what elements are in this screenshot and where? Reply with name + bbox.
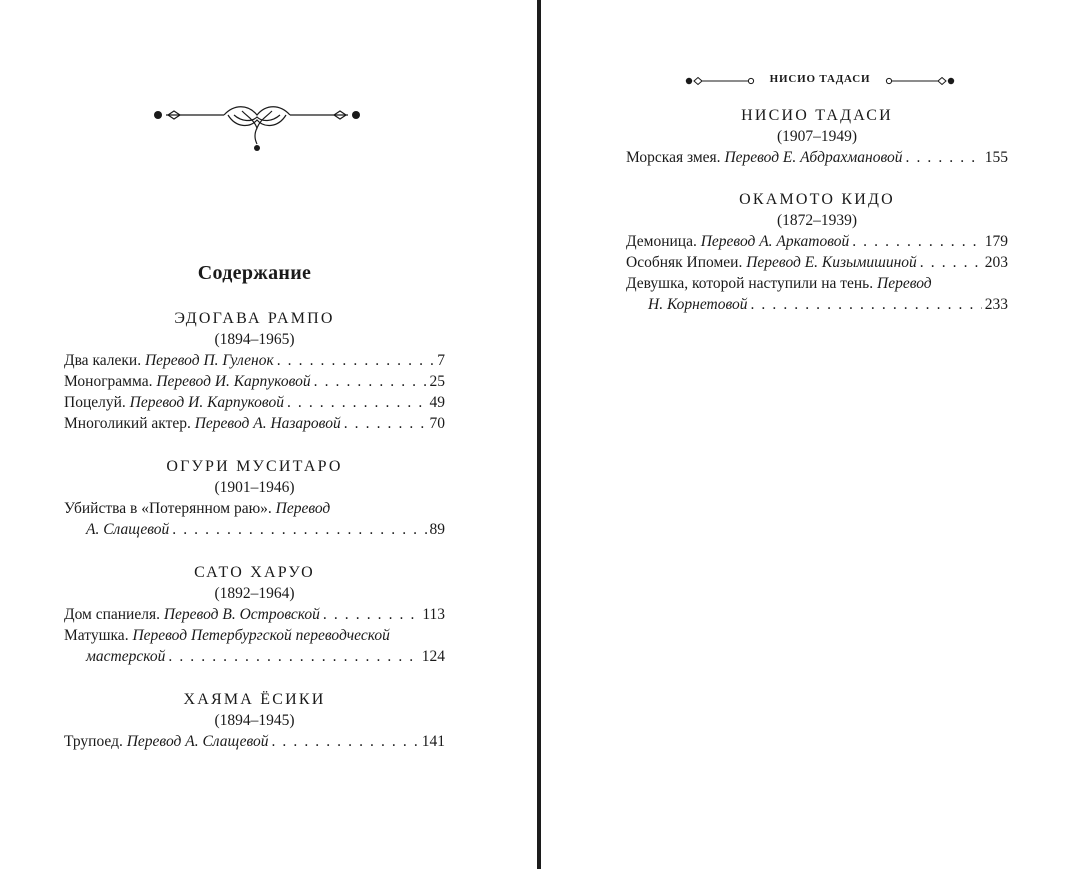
author-name: НИСИО ТАДАСИ	[741, 107, 893, 124]
toc-entry[interactable]	[64, 413, 445, 434]
entry-title: Особняк Ипомеи. Перевод Е. Кизымишиной	[626, 254, 917, 271]
entry-translator: Перевод Е. Кизымишиной	[746, 254, 917, 271]
entry-page-number: 89	[429, 521, 445, 538]
dot-leader	[920, 252, 982, 273]
entry-translator: Перевод Е. Абдрахмановой	[724, 149, 903, 166]
dot-leader	[172, 519, 426, 540]
flourish-ornament-icon	[150, 100, 364, 158]
entry-translator: Перевод И. Карпуковой	[129, 394, 284, 411]
rule-ornament-icon	[884, 74, 956, 88]
entry-page-number: 124	[421, 648, 445, 665]
entry-title: Демоница. Перевод А. Аркатовой	[626, 233, 850, 250]
entry-page-number: 155	[984, 149, 1008, 166]
toc-section-nishio	[626, 105, 1008, 168]
dot-leader	[852, 231, 982, 252]
entry-title: Трупоед. Перевод А. Слащевой	[64, 733, 269, 750]
author-name: ОКАМОТО КИДО	[739, 191, 895, 208]
toc-entry[interactable]	[64, 625, 445, 667]
entry-page-number: 49	[429, 394, 445, 411]
toc-entry[interactable]	[64, 392, 445, 413]
dot-leader	[287, 392, 427, 413]
entry-title: Матушка. Перевод Петербургской переводческой	[64, 627, 390, 644]
entry-page-number: 233	[984, 296, 1008, 313]
entry-page-number: 141	[421, 733, 445, 750]
dot-leader	[323, 604, 419, 625]
toc-section-hayama	[64, 689, 445, 752]
toc-section-sato	[64, 562, 445, 667]
toc-entry[interactable]	[64, 371, 445, 392]
toc-section-edogawa	[64, 308, 445, 434]
right-page	[541, 0, 1078, 869]
entry-title: Морская змея. Перевод Е. Абдрахмановой	[626, 149, 903, 166]
toc-section-oguri	[64, 456, 445, 540]
entry-title: Многоликий актер. Перевод А. Назаровой	[64, 415, 341, 432]
toc-entry[interactable]	[626, 273, 1008, 315]
dot-leader	[314, 371, 427, 392]
entry-page-number: 203	[984, 254, 1008, 271]
dot-leader	[271, 731, 418, 752]
dot-leader	[168, 646, 418, 667]
toc-entry[interactable]	[626, 231, 1008, 252]
toc-entry[interactable]	[64, 498, 445, 540]
entry-title: Два калеки. Перевод П. Гуленок	[64, 352, 274, 369]
toc-title: Содержание	[197, 262, 312, 284]
running-head	[684, 70, 956, 92]
entry-translator: Перевод И. Карпуковой	[156, 373, 311, 390]
author-years: (1894–1965)	[214, 331, 295, 348]
dot-leader	[277, 350, 435, 371]
toc-entry[interactable]	[626, 252, 1008, 273]
entry-title: Убийства в «Потерянном раю». Перевод	[64, 500, 331, 517]
entry-translator: Перевод П. Гуленок	[144, 352, 274, 369]
running-head-title: НИСИО ТАДАСИ	[769, 73, 871, 85]
entry-page-number: 179	[984, 233, 1008, 250]
author-name: ЭДОГАВА РАМПО	[174, 310, 335, 327]
entry-title: Монограмма. Перевод И. Карпуковой	[64, 373, 311, 390]
entry-translator: Перевод В. Островской	[163, 606, 320, 623]
author-years: (1892–1964)	[214, 585, 295, 602]
entry-translator: Перевод А. Назаровой	[194, 415, 341, 432]
entry-translator: Перевод А. Аркатовой	[700, 233, 850, 250]
author-years: (1894–1945)	[214, 712, 295, 729]
toc-section-okamoto	[626, 189, 1008, 315]
entry-translator: А. Слащевой	[86, 521, 170, 538]
entry-title: Девушка, которой наступили на тень. Перевод	[626, 275, 932, 292]
toc-entry[interactable]	[64, 350, 445, 371]
dot-leader	[906, 147, 982, 168]
author-name: САТО ХАРУО	[194, 564, 315, 581]
author-years: (1872–1939)	[776, 212, 858, 229]
toc-entry[interactable]	[64, 604, 445, 625]
entry-page-number: 25	[429, 373, 445, 390]
author-years: (1907–1949)	[776, 128, 858, 145]
entry-translator: мастерской	[86, 648, 166, 665]
entry-page-number: 113	[422, 606, 445, 623]
entry-translator: Н. Корнетовой	[648, 296, 748, 313]
dot-leader	[344, 413, 427, 434]
author-name: ХАЯМА ЁСИКИ	[183, 691, 326, 708]
entry-title: Дом спаниеля. Перевод В. Островской	[64, 606, 320, 623]
entry-page-number: 70	[429, 415, 445, 432]
author-name: ОГУРИ МУСИТАРО	[166, 458, 343, 475]
left-page	[0, 0, 537, 869]
entry-translator: Перевод А. Слащевой	[126, 733, 269, 750]
entry-title: Поцелуй. Перевод И. Карпуковой	[64, 394, 284, 411]
dot-leader	[750, 294, 981, 315]
author-years: (1901–1946)	[214, 479, 295, 496]
toc-entry[interactable]	[626, 147, 1008, 168]
entry-page-number: 7	[437, 352, 445, 369]
toc-entry[interactable]	[64, 731, 445, 752]
